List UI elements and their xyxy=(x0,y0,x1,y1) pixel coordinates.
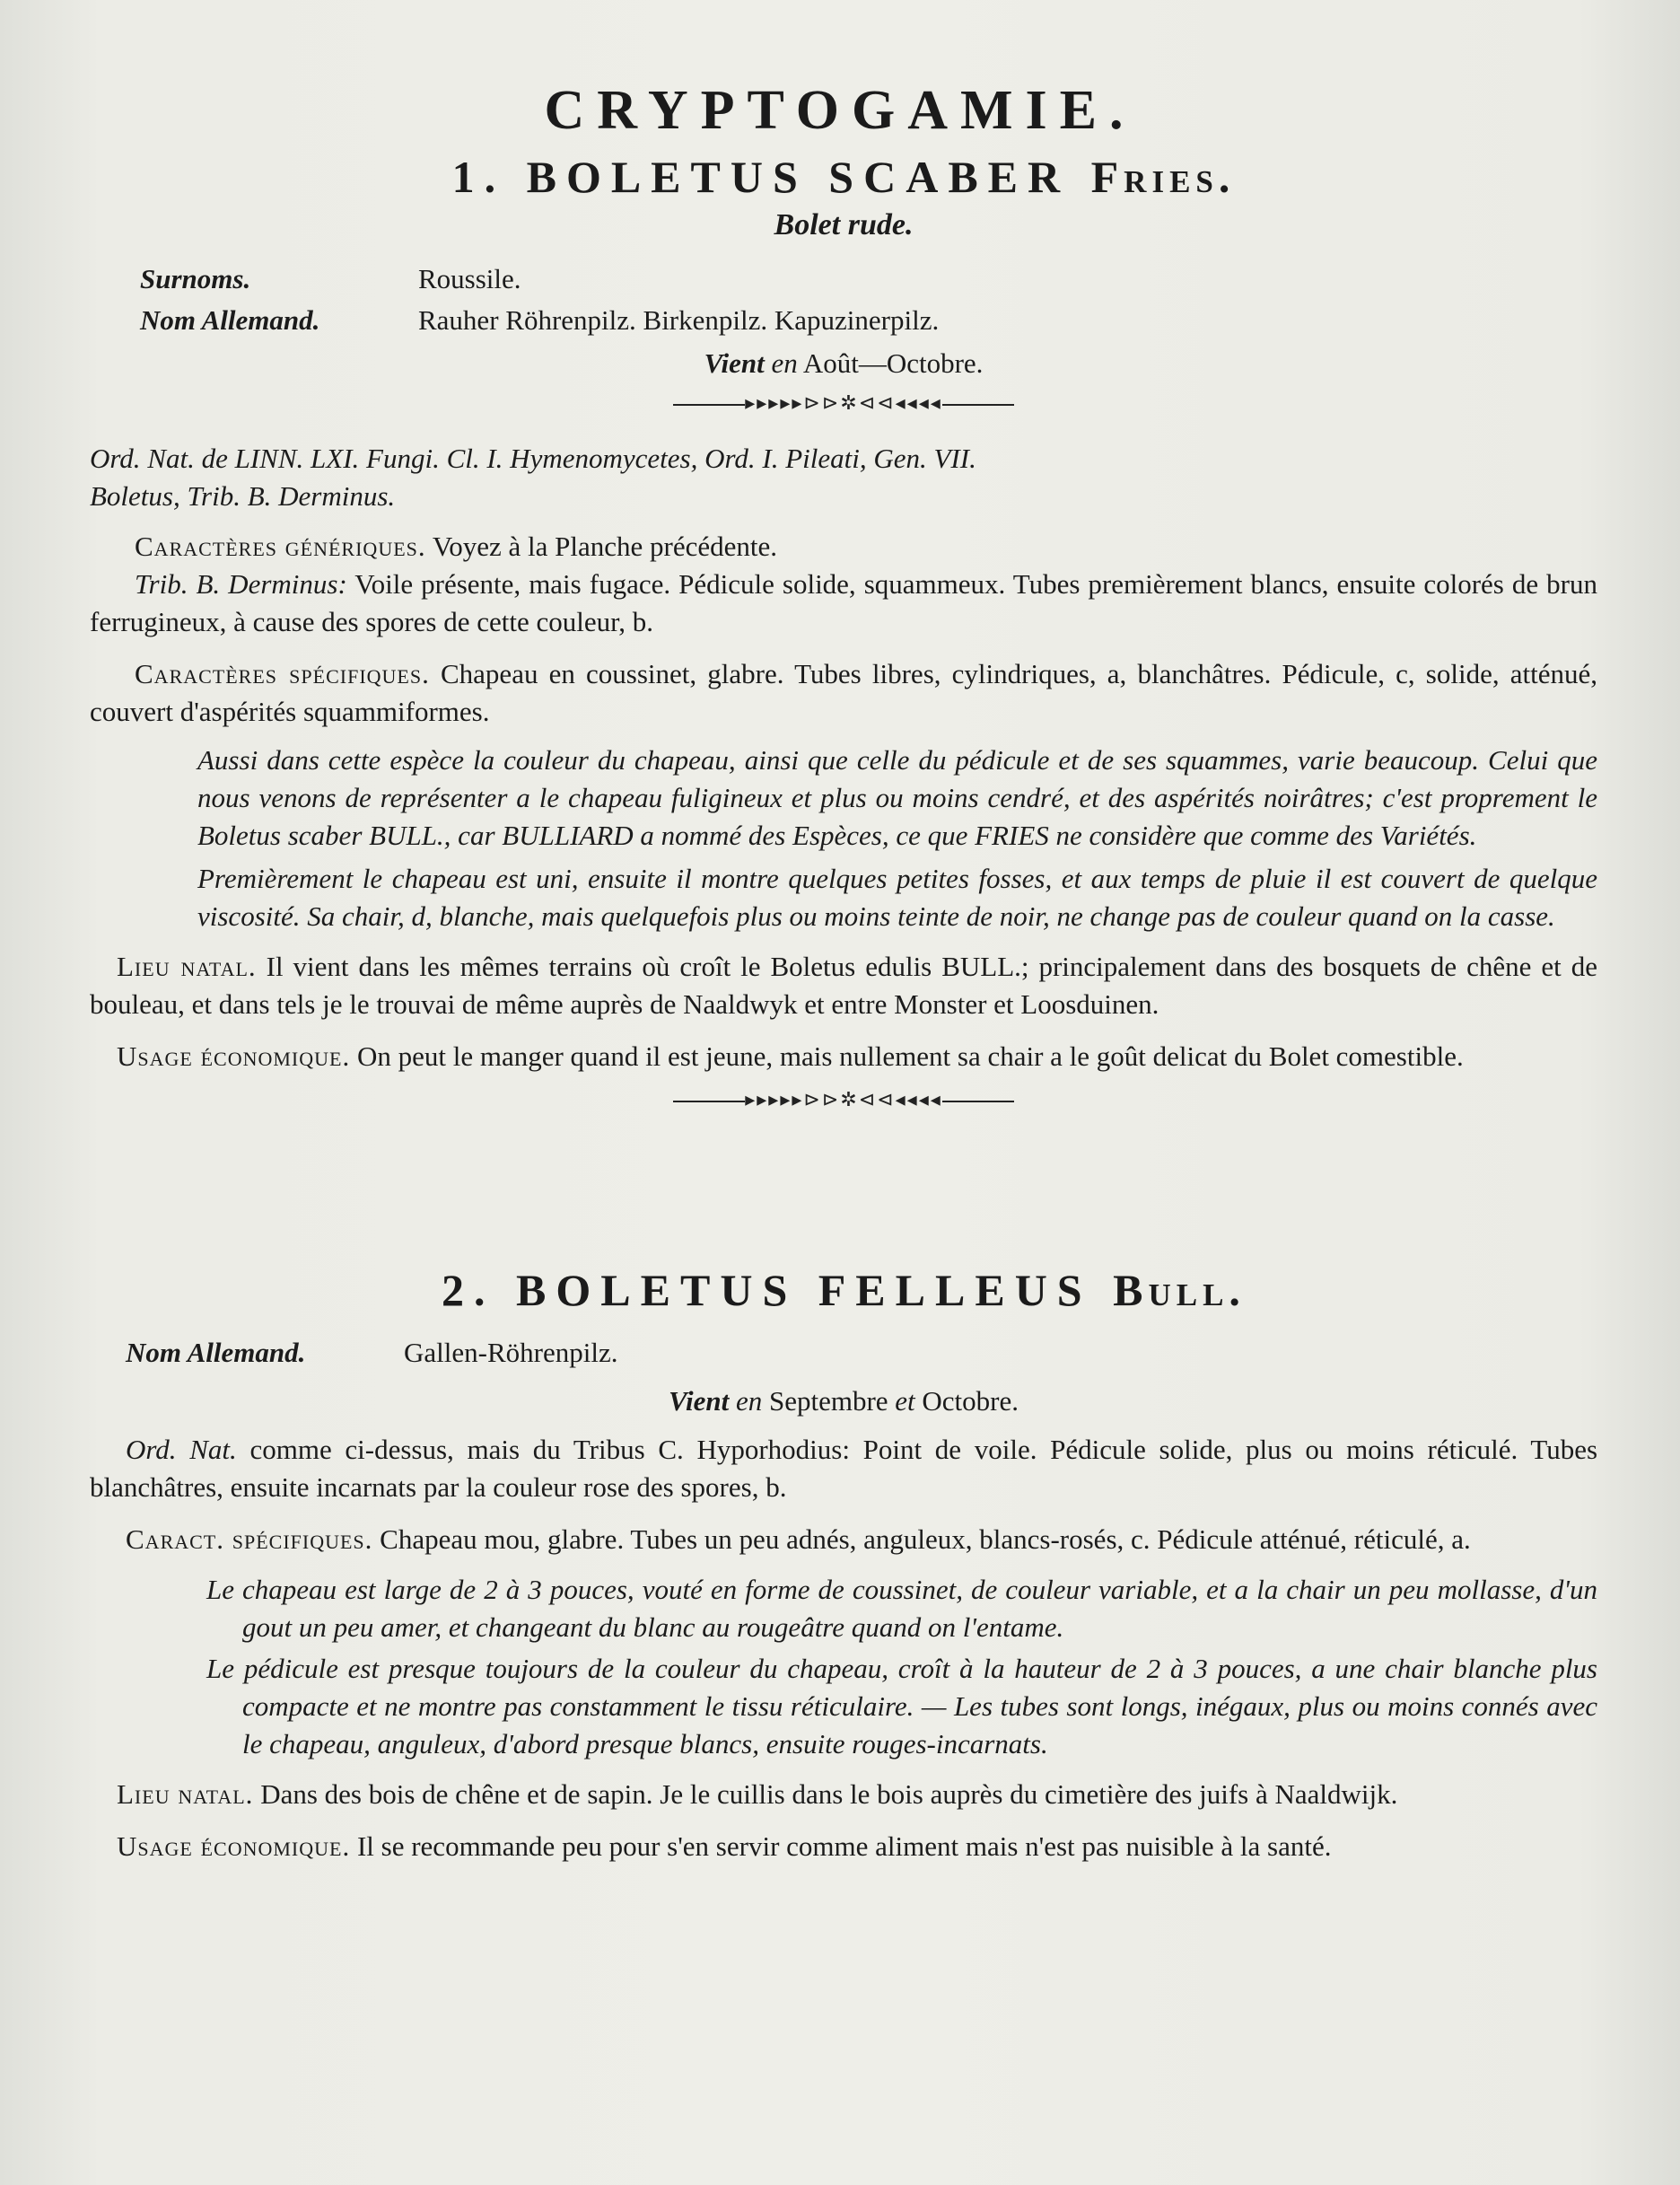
car-gen-label: Caractères génériques. xyxy=(135,531,426,562)
species1-usage xyxy=(90,1038,1597,1075)
car-spec-text: Chapeau en coussinet, glabre. Tubes libres, cylindriques, a, blanchâtres. Pédicule, c, solide, atténué, couvert d'aspérités squammiformes. xyxy=(90,658,1597,727)
usage2-text: Il se recommande peu pour s'en servir comme aliment mais n'est pas nuisible à la santé. xyxy=(356,1830,1332,1862)
species1-note2: Premièrement le chapeau est uni, ensuite il montre quelques petites fosses, et aux temps de pluie il est couvert de quelque viscosité. Sa chair, d, blanche, mais quelquefois plus ou moins teinte de noir, ne change pas de couleur quand on la casse. xyxy=(197,863,1597,932)
trib-text: Voile présente, mais fugace. Pédicule solide, squammeux. Tubes premièrement blancs, ensuite colorés de brun ferrugineux, à cause des spores de cette couleur, b. xyxy=(90,568,1597,637)
vient-label: Vient xyxy=(704,347,765,379)
species1-surnoms xyxy=(90,259,1597,300)
species1-lieu xyxy=(90,948,1597,1023)
species2-author: Bull. xyxy=(1113,1265,1246,1315)
species2-vient xyxy=(90,1381,1597,1422)
species1-note1: Aussi dans cette espèce la couleur du chapeau, ainsi que celle du pédicule et de ses squammes, varie beaucoup. Celui que nous venons de représenter a le chapeau fuligineux et plus ou moins cendré, et des aspérités noirâtres; c'est proprement le Boletus scaber BULL., car BULLIARD a nommé des Espèces, ce que FRIES ne considère que comme des Variétés. xyxy=(197,744,1597,851)
species2-usage xyxy=(90,1828,1597,1865)
vient2-value: Septembre xyxy=(768,1385,888,1417)
vient2-et: et xyxy=(895,1385,915,1417)
lieu2-text: Dans des bois de chêne et de sapin. Je le cuillis dans le bois auprès du cimetière des juifs à Naaldwijk. xyxy=(260,1778,1398,1810)
species1-vient xyxy=(90,343,1597,384)
vient2-label: Vient xyxy=(668,1385,730,1417)
vient-value: Août—Octobre. xyxy=(802,347,984,379)
surnoms-value: Roussile. xyxy=(418,263,521,294)
species2-title xyxy=(90,1264,1597,1316)
species1-ord-line1: Ord. Nat. de LINN. LXI. Fungi. Cl. I. Hymenomycetes, Ord. I. Pileati, Gen. VII. xyxy=(90,443,976,474)
usage-label: Usage économique. xyxy=(117,1040,351,1072)
species2-lieu xyxy=(90,1776,1597,1813)
species2-name: 2. BOLETUS FELLEUS xyxy=(442,1265,1092,1315)
species2-note1: Le chapeau est large de 2 à 3 pouces, vouté en forme de coussinet, de couleur variable, et a la chair un peu mollasse, d'un gout un peu amer, et changeant du blanc au rougeâtre quand on l'entame. xyxy=(206,1574,1597,1643)
species1-car-gen xyxy=(90,528,1597,566)
vient2-en: en xyxy=(735,1385,763,1417)
allemand-label: Nom Allemand. xyxy=(140,304,320,336)
lieu-text: Il vient dans les mêmes terrains où croît le Boletus edulis BULL.; principalement dans des bosquets de chêne et de bouleau, et dans tels je le trouvai de même auprès de Naaldwyk et entre Monster et Loosduinen. xyxy=(90,951,1598,1020)
ornament-divider-2: ▸▸▸▸▸⊳⊳✲⊲⊲◂◂◂◂ xyxy=(90,1088,1597,1111)
species2-allemand xyxy=(90,1332,1597,1373)
car-gen-text: Voyez à la Planche précédente. xyxy=(432,531,777,562)
usage2-label: Usage économique. xyxy=(117,1830,351,1862)
car-spec-label: Caractères spécifiques. xyxy=(135,658,430,689)
species2-section xyxy=(90,1264,1597,1865)
allemand2-label: Nom Allemand. xyxy=(126,1337,306,1368)
ord2-label: Ord. Nat. xyxy=(126,1434,237,1465)
lieu-label: Lieu natal. xyxy=(117,951,257,982)
vient2-value2: Octobre. xyxy=(922,1385,1019,1417)
lieu2-label: Lieu natal. xyxy=(117,1778,254,1810)
ord2-text: comme ci-dessus, mais du Tribus C. Hyporhodius: Point de voile. Pédicule solide, plus ou moins réticulé. Tubes blanchâtres, ensuite incarnats par la couleur rose des spores, b. xyxy=(90,1434,1598,1503)
trib-label: Trib. B. Derminus: xyxy=(135,568,347,600)
surnoms-label: Surnoms. xyxy=(140,263,251,294)
species2-ord xyxy=(90,1431,1597,1506)
main-title: CRYPTOGAMIE. xyxy=(544,80,1136,141)
species2-car xyxy=(90,1521,1597,1558)
species1-trib xyxy=(90,566,1597,641)
species1-title xyxy=(90,151,1597,203)
vient-en: en xyxy=(771,347,798,379)
species1-car-spec xyxy=(90,655,1597,731)
allemand2-value: Gallen-Röhrenpilz. xyxy=(404,1337,618,1368)
usage-text: On peut le manger quand il est jeune, mais nullement sa chair a le goût delicat du Bolet comestible. xyxy=(356,1040,1464,1072)
allemand-value: Rauher Röhrenpilz. Birkenpilz. Kapuzinerpilz. xyxy=(418,304,940,336)
species1-allemand xyxy=(90,300,1597,341)
species1-name: 1. BOLETUS SCABER xyxy=(451,152,1071,202)
species1-ord-line2: Boletus, Trib. B. Derminus. xyxy=(90,480,396,512)
car2-text: Chapeau mou, glabre. Tubes un peu adnés, anguleux, blancs-rosés, c. Pédicule atténué, réticulé, a. xyxy=(380,1523,1471,1555)
species2-note2: Le pédicule est presque toujours de la couleur du chapeau, croît à la hauteur de 2 à 3 pouces, a une chair blanche plus compacte et ne montre pas constamment le tissu réticulaire. — Les tubes sont longs, inégaux, plus ou moins connés avec le chapeau, anguleux, d'abord presque blancs, ensuite rouges-incarnats. xyxy=(206,1653,1597,1759)
species1-subtitle: Bolet rude. xyxy=(774,208,914,241)
species1-author: Fries. xyxy=(1090,152,1236,202)
species1-section xyxy=(90,151,1597,1111)
ornament-divider: ▸▸▸▸▸⊳⊳✲⊲⊲◂◂◂◂ xyxy=(90,391,1597,415)
car2-label: Caract. spécifiques. xyxy=(126,1523,373,1555)
